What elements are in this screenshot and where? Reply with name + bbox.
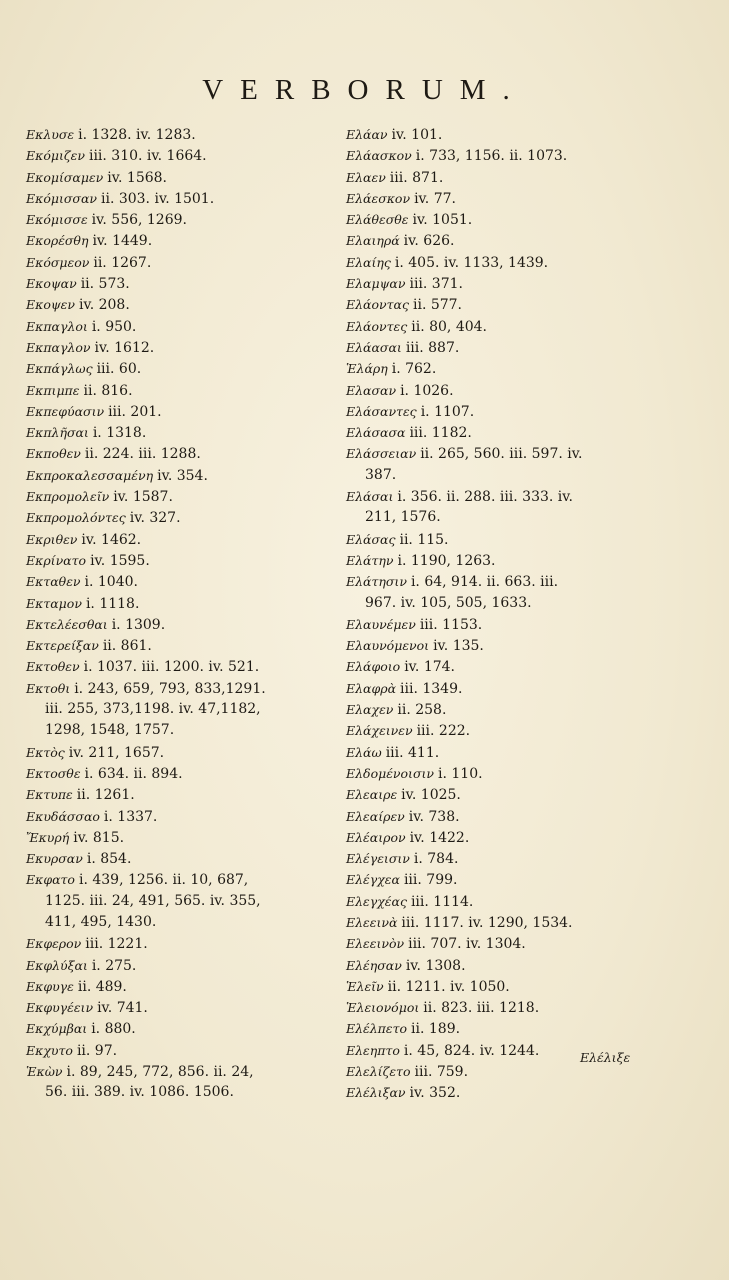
headword: Εκχύμβαι [26,1021,88,1037]
headword: Εκόμισσε [26,212,88,228]
index-entry [346,784,651,805]
index-entry [346,699,651,720]
headword: Ελέαιρον [346,829,406,845]
line-references: ii. 816. [83,382,133,399]
line-references: iv. 354. [157,467,208,484]
line-references: iv. 1612. [94,339,155,356]
line-references: ii. 224. iii. 1288. [84,446,201,463]
index-entry [346,316,651,337]
headword: Ελαιηρά [346,233,400,249]
line-references: iv. 352. [409,1085,461,1102]
index-entry [346,380,651,401]
line-references: iii. 707. iv. 1304. [408,936,526,953]
index-entry [26,550,326,571]
line-references: 387. [365,466,397,483]
headword: Ελαυνόμενοι [346,638,430,654]
line-references: iv. 741. [97,1000,148,1017]
line-references: ii. 1211. iv. 1050. [387,978,510,995]
headword: Ελάοντας [346,297,409,313]
index-entry-continuation [346,507,651,528]
headword: Ελάτησιν [346,574,407,590]
headword: Εκυρσαν [26,851,83,867]
index-entry [26,997,326,1018]
index-entry [26,763,326,784]
headword: Ἑλειονόμοι [346,1000,420,1016]
index-entry [26,422,326,443]
headword: Ελεηπτο [346,1042,400,1058]
index-entry [26,933,326,954]
index-entry [346,614,651,635]
index-entry [26,635,326,656]
headword: Εκόσμεον [26,254,90,270]
line-references: iv. 1449. [92,233,153,250]
index-entry [26,784,326,805]
headword: Ἑλάρη [346,361,388,377]
headword: Εκπροκαλεσσαμένη [26,467,154,483]
line-references: ii. 577. [412,297,463,314]
headword: Ελαίης [346,254,391,270]
line-references: ii. 189. [411,1021,461,1038]
headword: Ελάασκον [346,148,412,164]
line-references: i. 1328. iv. 1283. [78,127,196,143]
headword: Εκπάγλως [26,361,93,377]
headword: Εκρίνατο [26,552,87,568]
line-references: 1125. iii. 24, 491, 565. iv. 355, [45,892,261,909]
headword: Εκπρομολεῖν [26,489,110,505]
index-entry [26,209,326,230]
line-references: iv. 1308. [405,957,466,974]
index-entry [26,124,326,145]
line-references: i. 1026. [400,382,454,399]
headword: Εκπλῆσαι [26,425,89,441]
headword: Εκφλύξαι [26,957,88,973]
line-references: iii. 887. [405,339,460,356]
index-entry [26,656,326,677]
line-references: iv. 77. [414,190,456,207]
headword: Ελέησαν [346,957,402,973]
headword: Ελδομένοισιν [346,765,434,781]
index-column-left [26,124,326,1104]
index-entry-continuation [26,720,326,741]
headword: Ελάω [346,744,382,760]
line-references: iii. 411. [385,744,440,761]
index-entry [26,848,326,869]
line-references: iii. 222. [416,723,471,740]
line-references: ii. 1267. [93,254,152,271]
headword: Εκτὸς [26,744,65,760]
index-entry [346,252,651,273]
headword: Ελάσαι [346,489,394,505]
line-references: i. 405. iv. 1133, 1439. [394,254,549,271]
index-entry [346,273,651,294]
line-references: iv. 1051. [412,212,473,229]
index-entry [26,401,326,422]
headword: Ελάχεινεν [346,723,413,739]
line-references: iv. 626. [403,233,455,250]
index-entry [346,1082,651,1103]
index-entry [26,614,326,635]
line-references: i. 762. [391,361,437,378]
headword: Εκόμισσαν [26,190,97,206]
headword: Ἑκὼν [26,1064,63,1080]
line-references: ii. 489. [77,978,127,995]
line-references: iv. 815. [73,829,125,846]
line-references: iv. 208. [78,297,130,314]
headword: Ελέγεισιν [346,851,410,867]
index-entry-continuation [346,465,651,486]
index-entry [346,891,651,912]
headword: Εκτελέεσθαι [26,616,108,632]
line-references: iii. 1114. [410,893,474,910]
index-entry [26,593,326,614]
line-references: i. 1037. iii. 1200. iv. 521. [83,659,260,676]
line-references: iv. 1595. [90,552,150,569]
line-references: 967. iv. 105, 505, 1633. [365,594,532,611]
index-entry [346,869,651,890]
line-references: ii. 258. [397,702,447,719]
headword: Ελέλπετο [346,1021,408,1037]
line-references: i. 45, 824. iv. 1244. [403,1042,540,1059]
index-entry [26,167,326,188]
index-entry [346,635,651,656]
headword: Εκπιμπε [26,382,80,398]
index-entry [346,294,651,315]
line-references: i. 356. ii. 288. iii. 333. iv. [397,489,573,506]
headword: Εκφατο [26,872,75,888]
line-references: ii. 573. [80,276,130,293]
line-references: ii. 861. [102,638,152,655]
headword: Ελελίζετο [346,1064,411,1080]
headword: Ελεγχέας [346,893,407,909]
headword: Εκποθεν [26,446,81,462]
index-entry [26,1040,326,1061]
index-entry [346,188,651,209]
index-entry [26,976,326,997]
line-references: i. 950. [91,318,137,335]
headword: Εκπεφύασιν [26,403,105,419]
headword: Εκχυτο [26,1042,73,1058]
line-references: i. 1040. [84,574,138,591]
line-references: iii. 371. [409,276,463,293]
headword: Ελαμψαν [346,276,406,292]
line-references: iii. 1349. [400,680,463,697]
line-references: ii. 1261. [76,787,135,804]
index-entry [26,294,326,315]
headword: Εκυδάσσαο [26,808,100,824]
line-references: iii. 1182. [409,425,472,442]
line-references: iv. 1462. [81,531,142,548]
index-entry [346,230,651,251]
index-entry [346,742,651,763]
index-entry [26,827,326,848]
index-entry [26,188,326,209]
index-entry [26,806,326,827]
index-entry [26,316,326,337]
index-entry [346,550,651,571]
line-references: iv. 1587. [113,489,173,506]
headword: Ελάθεσθε [346,212,409,228]
headword: Ελάαν [346,127,388,142]
index-entry [346,976,651,997]
index-entry [26,742,326,763]
line-references: ii. 265, 560. iii. 597. iv. [420,446,583,463]
headword: Ελέλιξαν [346,1085,406,1101]
line-references: i. 64, 914. ii. 663. iii. [410,574,559,591]
headword: Ελάασαι [346,339,402,355]
index-entry [26,380,326,401]
headword: Εκτοσθε [26,765,81,781]
index-entry [26,465,326,486]
line-references: iii. 201. [108,403,162,420]
line-references: i. 110. [438,765,483,782]
headword: Ελαφρὰ [346,680,397,696]
headword: Εκταθεν [26,574,81,590]
headword: Ελάσαντες [346,403,417,419]
index-entry [346,933,651,954]
line-references: ii. 97. [76,1042,118,1059]
headword: Εκομίσαμεν [26,169,104,185]
index-entry [346,337,651,358]
line-references: i. 634. ii. 894. [84,765,183,782]
line-references: i. 89, 245, 772, 856. ii. 24, [66,1064,254,1081]
line-references: i. 1190, 1263. [397,552,496,569]
line-references: iv. 101. [391,127,443,143]
line-references: i. 1337. [103,808,158,825]
index-entry [26,507,326,528]
line-references: 411, 495, 1430. [45,913,157,930]
headword: Ελάφοιο [346,659,401,675]
headword: Ελαυνέμεν [346,616,416,632]
index-entry [346,443,651,464]
headword: Εκτοθεν [26,659,80,675]
index-entry [346,806,651,827]
line-references: ii. 303. iv. 1501. [100,190,215,207]
index-entry [346,209,651,230]
headword: Εκτερείξαν [26,638,99,654]
headword: Ελεαίρεν [346,808,405,824]
line-references: 56. iii. 389. iv. 1086. 1506. [45,1084,234,1101]
index-entry [346,401,651,422]
headword: Εκφερον [26,936,82,952]
index-entry [26,678,326,699]
headword: Ελασαν [346,382,397,398]
index-entry [26,443,326,464]
headword: Εκπαγλοι [26,318,88,334]
headword: Ελεεινὰ [346,914,398,930]
index-entry [346,167,651,188]
line-references: iii. 1117. iv. 1290, 1534. [401,914,573,931]
index-entry [346,848,651,869]
headword: Ελαεν [346,169,386,185]
headword: Εκταμον [26,595,82,611]
headword: Εκτυπε [26,787,73,803]
index-entry [346,912,651,933]
index-entry [26,486,326,507]
line-references: iv. 135. [433,638,484,655]
line-references: iii. 255, 373,1198. iv. 47,1182, [45,701,261,718]
index-entry [346,145,651,166]
headword: Ελάσασα [346,425,406,441]
line-references: i. 1309. [111,616,166,633]
line-references: iii. 759. [414,1064,469,1081]
line-references: iii. 871. [389,169,444,186]
line-references: iii. 1153. [419,616,483,633]
line-references: i. 1118. [85,595,140,612]
line-references: 211, 1576. [365,509,441,526]
headword: Εκτοθι [26,680,71,696]
index-entry-continuation [26,699,326,720]
index-entry [26,869,326,890]
index-entry-continuation [346,593,651,614]
index-entry [26,529,326,550]
headword: Εκορέσθη [26,233,89,249]
headword: Εκόμιζεν [26,148,85,164]
headword: Ελεαιρε [346,787,398,803]
index-entry [26,571,326,592]
index-entry [346,656,651,677]
line-references: iv. 1025. [401,787,461,804]
line-references: i. 854. [86,851,132,868]
line-references: iv. 211, 1657. [68,744,165,761]
index-entry [26,1061,326,1082]
index-entry-continuation [26,1082,326,1103]
index-entry [346,124,651,145]
index-entry [346,571,651,592]
index-entry [346,1018,651,1039]
line-references: iv. 174. [404,659,456,676]
line-references: i. 784. [413,851,459,868]
catchword: Ελέλιξε [580,1050,631,1065]
index-entry [26,1018,326,1039]
index-entry [26,230,326,251]
line-references: iv. 1422. [409,829,470,846]
index-entry [346,955,651,976]
index-entry [346,763,651,784]
index-entry [26,273,326,294]
line-references: i. 275. [91,957,137,974]
line-references: 1298, 1548, 1757. [45,722,175,739]
headword: Εκφυγέειν [26,1000,94,1016]
headword: Εκπαγλον [26,339,91,355]
headword: Εκοψαν [26,276,77,292]
line-references: i. 880. [91,1021,136,1038]
index-entry [26,358,326,379]
index-entry [346,827,651,848]
index-column-right [346,124,651,1104]
line-references: i. 439, 1256. ii. 10, 687, [78,872,249,889]
line-references: iv. 1568. [107,169,167,186]
line-references: iii. 60. [96,361,142,378]
index-entry [26,252,326,273]
headword: Ἔκυρή [26,829,70,845]
headword: Ελάτην [346,552,394,568]
headword: Εκπρομολόντες [26,510,126,526]
line-references: iv. 738. [408,808,460,825]
headword: Ελαχεν [346,702,394,718]
line-references: iii. 310. iv. 1664. [88,148,207,165]
line-references: i. 733, 1156. ii. 1073. [415,148,568,165]
headword: Εκοψεν [26,297,75,313]
headword: Εκφυγε [26,978,74,994]
index-entry [346,422,651,443]
index-entry [346,678,651,699]
line-references: iii. 1221. [85,936,148,953]
headword: Ελάοντες [346,318,408,334]
headword: Εκλυσε [26,127,75,142]
running-header: VERBORUM. [202,74,527,106]
index-entry [346,997,651,1018]
line-references: iv. 556, 1269. [91,212,187,229]
line-references: iii. 799. [403,872,458,889]
index-entry [346,486,651,507]
index-entry [26,145,326,166]
headword: Ελάσας [346,531,396,547]
headword: Ελέγχεα [346,872,400,888]
headword: Ελεεινὸν [346,936,405,952]
index-entry [346,529,651,550]
headword: Ελάσσειαν [346,446,417,462]
line-references: i. 243, 659, 793, 833,1291. [74,680,266,697]
line-references: i. 1107. [420,403,475,420]
line-references: ii. 823. iii. 1218. [423,1000,540,1017]
index-entry [26,955,326,976]
index-entry [346,358,651,379]
index-entry [346,720,651,741]
headword: Ελάεσκον [346,190,411,206]
index-entry-continuation [26,891,326,912]
headword: Εκριθεν [26,531,78,547]
line-references: i. 1318. [92,425,147,442]
index-entry [26,337,326,358]
headword: Ἑλεῖν [346,978,384,994]
line-references: ii. 115. [399,531,449,548]
line-references: iv. 327. [129,510,181,527]
line-references: ii. 80, 404. [411,318,487,335]
index-entry-continuation [26,912,326,933]
